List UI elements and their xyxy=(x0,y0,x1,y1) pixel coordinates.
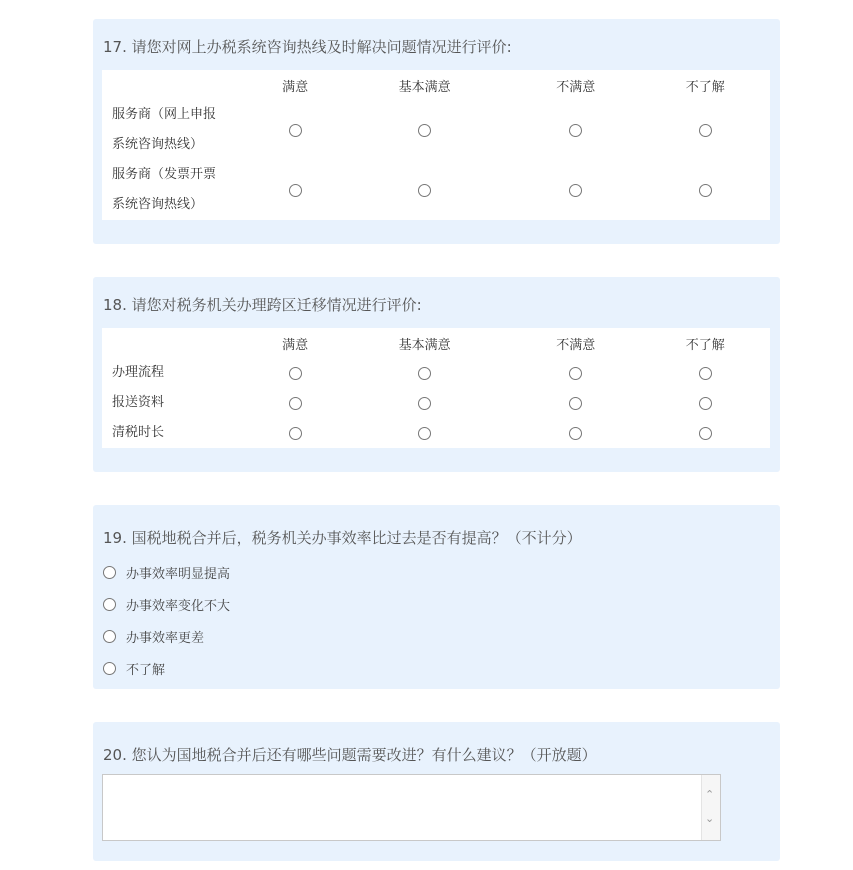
matrix-row xyxy=(102,100,770,160)
question-17-title: 17. 请您对网上办税系统咨询热线及时解决问题情况进行评价: xyxy=(103,38,512,56)
radio-button[interactable] xyxy=(103,566,116,579)
matrix-row xyxy=(102,418,770,448)
radio-button[interactable] xyxy=(289,124,302,137)
row-label: 清税时长 xyxy=(112,425,165,440)
option-worse[interactable] xyxy=(103,626,204,646)
option-label: 办事效率更差 xyxy=(126,630,205,646)
radio-button[interactable] xyxy=(418,124,431,137)
chevron-up-icon[interactable]: ⌃ xyxy=(705,788,715,801)
question-20-title: 20. 您认为国地税合并后还有哪些问题需要改进？有什么建议？（开放题） xyxy=(103,746,597,764)
question-18-title: 18. 请您对税务机关办理跨区迁移情况进行评价: xyxy=(103,296,422,314)
option-label: 办事效率明显提高 xyxy=(126,566,231,582)
column-header-basically-satisfied: 基本满意 xyxy=(398,337,451,353)
column-header-unknown: 不了解 xyxy=(685,79,725,95)
radio-button[interactable] xyxy=(418,397,431,410)
matrix-row xyxy=(102,388,770,418)
column-header-satisfied: 满意 xyxy=(282,337,309,353)
suggestion-textarea[interactable] xyxy=(102,774,721,841)
matrix-row xyxy=(102,358,770,388)
column-header-unsatisfied: 不满意 xyxy=(556,79,596,95)
radio-button[interactable] xyxy=(418,367,431,380)
question-17-card xyxy=(93,19,780,244)
option-label: 不了解 xyxy=(126,662,166,678)
radio-button[interactable] xyxy=(418,184,431,197)
option-unknown[interactable] xyxy=(103,658,165,678)
question-19-card xyxy=(93,505,780,689)
question-19-title: 19. 国税地税合并后，税务机关办事效率比过去是否有提高？（不计分） xyxy=(103,529,582,547)
radio-button[interactable] xyxy=(569,124,582,137)
radio-button[interactable] xyxy=(699,427,712,440)
column-header-satisfied: 满意 xyxy=(282,79,309,95)
column-header-basically-satisfied: 基本满意 xyxy=(398,79,451,95)
radio-button[interactable] xyxy=(103,662,116,675)
radio-button[interactable] xyxy=(289,397,302,410)
question-20-card xyxy=(93,722,780,861)
row-label: 服务商（发票开票 系统咨询热线） xyxy=(112,167,217,212)
question-18-card xyxy=(93,277,780,472)
radio-button[interactable] xyxy=(699,367,712,380)
question-18-matrix xyxy=(102,328,770,448)
radio-button[interactable] xyxy=(569,184,582,197)
radio-button[interactable] xyxy=(289,367,302,380)
textarea-scrollbar[interactable] xyxy=(701,775,720,840)
radio-button[interactable] xyxy=(699,397,712,410)
radio-button[interactable] xyxy=(103,598,116,611)
option-label: 办事效率变化不大 xyxy=(126,598,231,614)
question-17-matrix xyxy=(102,70,770,220)
radio-button[interactable] xyxy=(569,427,582,440)
radio-button[interactable] xyxy=(418,427,431,440)
row-label: 服务商（网上申报 系统咨询热线） xyxy=(112,107,217,152)
chevron-down-icon[interactable]: ⌄ xyxy=(705,812,715,825)
column-header-unsatisfied: 不满意 xyxy=(556,337,596,353)
radio-button[interactable] xyxy=(289,184,302,197)
radio-button[interactable] xyxy=(699,184,712,197)
row-label: 报送资料 xyxy=(112,395,165,410)
row-label: 办理流程 xyxy=(112,365,165,380)
radio-button[interactable] xyxy=(699,124,712,137)
option-little-change[interactable] xyxy=(103,594,230,614)
matrix-row xyxy=(102,160,770,220)
radio-button[interactable] xyxy=(569,367,582,380)
option-significantly-improved[interactable] xyxy=(103,562,230,582)
radio-button[interactable] xyxy=(103,630,116,643)
column-header-unknown: 不了解 xyxy=(685,337,725,353)
radio-button[interactable] xyxy=(569,397,582,410)
radio-button[interactable] xyxy=(289,427,302,440)
